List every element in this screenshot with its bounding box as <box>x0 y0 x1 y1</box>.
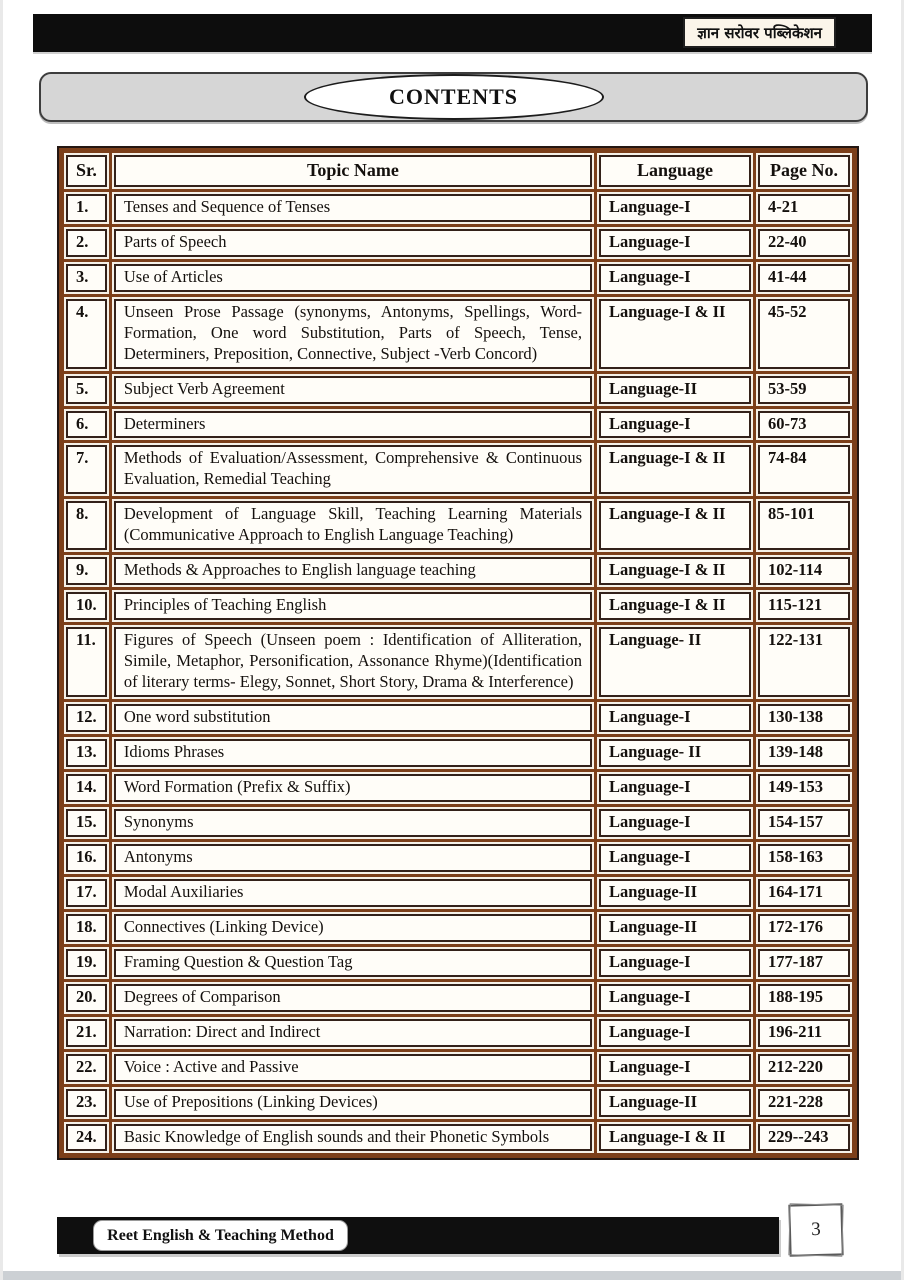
row-topic: Principles of Teaching English <box>114 592 592 620</box>
table-row <box>66 704 850 732</box>
row-language: Language-I <box>599 844 751 872</box>
row-topic: Use of Prepositions (Linking Devices) <box>114 1089 592 1117</box>
publisher-name-box: ज्ञान सरोवर पब्लिकेशन <box>683 17 836 48</box>
row-pages: 154-157 <box>758 809 850 837</box>
row-pages: 102-114 <box>758 557 850 585</box>
row-topic: Tenses and Sequence of Tenses <box>114 194 592 222</box>
row-pages: 41-44 <box>758 264 850 292</box>
row-pages: 149-153 <box>758 774 850 802</box>
row-topic: Synonyms <box>114 809 592 837</box>
row-language: Language-I <box>599 264 751 292</box>
table-row <box>66 739 850 767</box>
row-sr-number: 12. <box>66 704 107 732</box>
row-topic: Antonyms <box>114 844 592 872</box>
row-language: Language-I <box>599 229 751 257</box>
row-sr-number: 21. <box>66 1019 107 1047</box>
row-sr-number: 17. <box>66 879 107 907</box>
row-topic: Methods of Evaluation/Assessment, Comprehensive & Continuous Evaluation, Remedial Teaching <box>114 445 592 494</box>
row-topic: Development of Language Skill, Teaching Learning Materials (Communicative Approach to English Language Teaching) <box>114 501 592 550</box>
row-pages: 196-211 <box>758 1019 850 1047</box>
row-language: Language-I <box>599 774 751 802</box>
row-language: Language-II <box>599 376 751 404</box>
row-topic: Degrees of Comparison <box>114 984 592 1012</box>
row-sr-number: 13. <box>66 739 107 767</box>
contents-title-ellipse <box>304 74 604 120</box>
table-row <box>66 914 850 942</box>
row-sr-number: 9. <box>66 557 107 585</box>
row-topic: Modal Auxiliaries <box>114 879 592 907</box>
contents-table-head <box>66 155 850 187</box>
row-sr-number: 4. <box>66 299 107 369</box>
contents-title: CONTENTS <box>388 84 519 109</box>
table-row <box>66 984 850 1012</box>
row-topic: Voice : Active and Passive <box>114 1054 592 1082</box>
row-pages: 22-40 <box>758 229 850 257</box>
contents-table-frame <box>57 146 859 1160</box>
column-header-page: Page No. <box>758 155 850 187</box>
row-topic: Unseen Prose Passage (synonyms, Antonyms, Spellings, Word-Formation, One word Substitution, Parts of Speech, Tense, Determiners, Preposition, Connective, Subject -Verb Concord) <box>114 299 592 369</box>
page-bottom-edge <box>3 1271 901 1280</box>
row-topic: Figures of Speech (Unseen poem : Identification of Alliteration, Simile, Metaphor, Personification, Assonance Rhyme)(Identification of literary terms- Elegy, Sonnet, Short Story, Drama & Interference) <box>114 627 592 697</box>
row-sr-number: 16. <box>66 844 107 872</box>
row-sr-number: 14. <box>66 774 107 802</box>
row-language: Language-I <box>599 809 751 837</box>
row-sr-number: 22. <box>66 1054 107 1082</box>
table-row <box>66 411 850 439</box>
page-number-box: 3 <box>788 1203 843 1256</box>
row-language: Language-I <box>599 194 751 222</box>
row-language: Language-II <box>599 1089 751 1117</box>
row-language: Language-I <box>599 1054 751 1082</box>
row-pages: 139-148 <box>758 739 850 767</box>
row-sr-number: 6. <box>66 411 107 439</box>
table-row <box>66 1089 850 1117</box>
row-pages: 53-59 <box>758 376 850 404</box>
row-language: Language- II <box>599 627 751 697</box>
row-sr-number: 20. <box>66 984 107 1012</box>
table-row <box>66 229 850 257</box>
footer-bar <box>57 1217 779 1254</box>
table-row <box>66 879 850 907</box>
table-row <box>66 194 850 222</box>
row-sr-number: 11. <box>66 627 107 697</box>
row-language: Language-I <box>599 704 751 732</box>
row-topic: Word Formation (Prefix & Suffix) <box>114 774 592 802</box>
row-language: Language-I <box>599 984 751 1012</box>
table-row <box>66 949 850 977</box>
table-row <box>66 774 850 802</box>
row-topic: Idioms Phrases <box>114 739 592 767</box>
row-language: Language-II <box>599 879 751 907</box>
row-language: Language-I & II <box>599 501 751 550</box>
row-topic: Parts of Speech <box>114 229 592 257</box>
row-pages: 60-73 <box>758 411 850 439</box>
row-sr-number: 10. <box>66 592 107 620</box>
table-row <box>66 1019 850 1047</box>
row-language: Language-I & II <box>599 445 751 494</box>
contents-table-body <box>66 194 850 1152</box>
row-sr-number: 1. <box>66 194 107 222</box>
row-sr-number: 8. <box>66 501 107 550</box>
contents-table <box>59 148 857 1158</box>
row-pages: 172-176 <box>758 914 850 942</box>
row-sr-number: 23. <box>66 1089 107 1117</box>
row-pages: 45-52 <box>758 299 850 369</box>
row-language: Language- II <box>599 739 751 767</box>
column-header-topic: Topic Name <box>114 155 592 187</box>
row-sr-number: 24. <box>66 1124 107 1152</box>
row-pages: 130-138 <box>758 704 850 732</box>
row-pages: 4-21 <box>758 194 850 222</box>
table-row <box>66 376 850 404</box>
column-header-language: Language <box>599 155 751 187</box>
row-topic: Methods & Approaches to English language teaching <box>114 557 592 585</box>
row-language: Language-I & II <box>599 1124 751 1152</box>
table-row <box>66 445 850 494</box>
row-pages: 212-220 <box>758 1054 850 1082</box>
contents-banner <box>39 72 868 122</box>
table-row <box>66 1124 850 1152</box>
table-row <box>66 592 850 620</box>
row-pages: 115-121 <box>758 592 850 620</box>
row-sr-number: 5. <box>66 376 107 404</box>
row-language: Language-I & II <box>599 557 751 585</box>
top-header-bar <box>33 14 872 52</box>
row-sr-number: 18. <box>66 914 107 942</box>
row-topic: Subject Verb Agreement <box>114 376 592 404</box>
table-row <box>66 557 850 585</box>
row-pages: 164-171 <box>758 879 850 907</box>
row-pages: 221-228 <box>758 1089 850 1117</box>
row-topic: Framing Question & Question Tag <box>114 949 592 977</box>
footer-book-title: Reet English & Teaching Method <box>93 1220 348 1251</box>
row-pages: 177-187 <box>758 949 850 977</box>
row-language: Language-I <box>599 411 751 439</box>
table-row <box>66 501 850 550</box>
row-sr-number: 2. <box>66 229 107 257</box>
row-topic: Use of Articles <box>114 264 592 292</box>
table-row <box>66 809 850 837</box>
row-sr-number: 7. <box>66 445 107 494</box>
row-language: Language-I & II <box>599 592 751 620</box>
row-pages: 74-84 <box>758 445 850 494</box>
row-topic: Narration: Direct and Indirect <box>114 1019 592 1047</box>
row-sr-number: 3. <box>66 264 107 292</box>
row-topic: Basic Knowledge of English sounds and their Phonetic Symbols <box>114 1124 592 1152</box>
row-topic: Connectives (Linking Device) <box>114 914 592 942</box>
row-pages: 122-131 <box>758 627 850 697</box>
row-topic: Determiners <box>114 411 592 439</box>
table-row <box>66 264 850 292</box>
row-sr-number: 15. <box>66 809 107 837</box>
row-language: Language-I & II <box>599 299 751 369</box>
table-row <box>66 627 850 697</box>
row-sr-number: 19. <box>66 949 107 977</box>
row-pages: 229--243 <box>758 1124 850 1152</box>
row-pages: 158-163 <box>758 844 850 872</box>
column-header-sr: Sr. <box>66 155 107 187</box>
table-header-row <box>66 155 850 187</box>
row-language: Language-I <box>599 949 751 977</box>
table-row <box>66 1054 850 1082</box>
table-row <box>66 299 850 369</box>
row-language: Language-II <box>599 914 751 942</box>
row-language: Language-I <box>599 1019 751 1047</box>
table-row <box>66 844 850 872</box>
row-pages: 188-195 <box>758 984 850 1012</box>
row-pages: 85-101 <box>758 501 850 550</box>
row-topic: One word substitution <box>114 704 592 732</box>
